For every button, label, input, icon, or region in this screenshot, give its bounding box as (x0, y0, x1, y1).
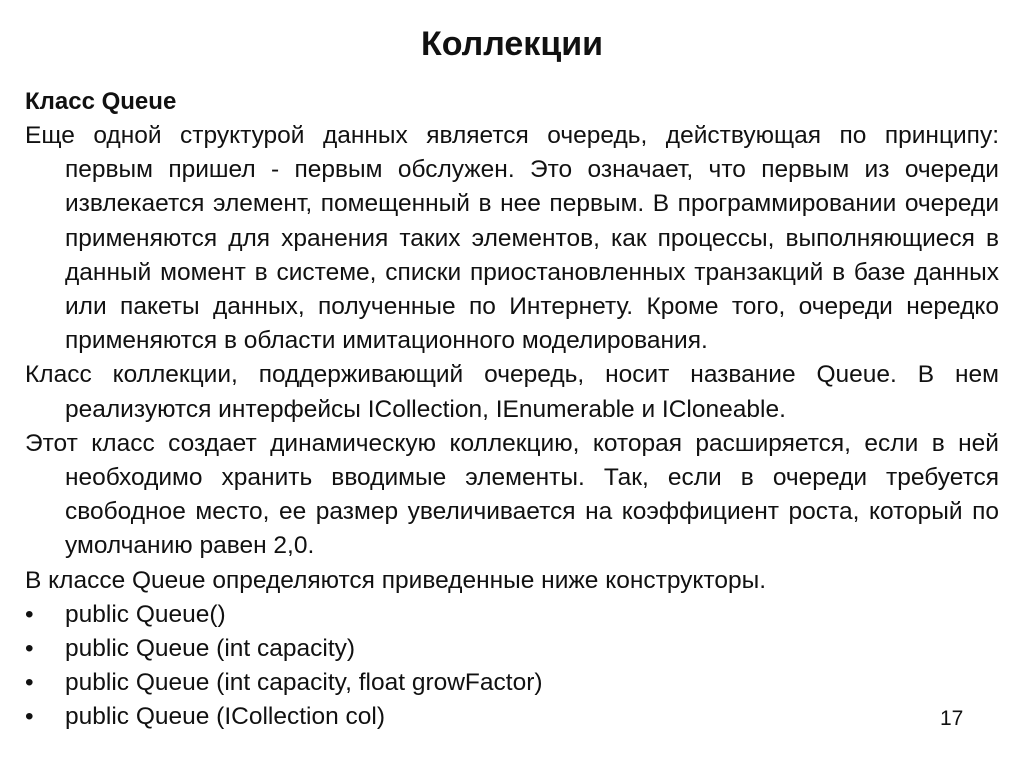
section-subtitle: Класс Queue (25, 88, 177, 115)
constructor-signature: public Queue() (65, 600, 226, 628)
paragraph-constructors-intro: В классе Queue определяются приведенные ниже конструкторы. (25, 566, 767, 594)
page-number: 17 (940, 707, 964, 730)
constructor-signature: public Queue (ICollection col) (65, 703, 386, 731)
constructor-signature: public Queue (int capacity) (65, 635, 356, 663)
bullet-icon: • (25, 669, 34, 697)
list-item (25, 700, 999, 734)
constructor-signature: public Queue (int capacity, float growFactor) (65, 669, 543, 697)
constructor-list (25, 598, 999, 735)
paragraph-queue-growth: Этот класс создает динамическую коллекцию, которая расширяется, если в ней необходимо хранить вводимые элементы. Так, если в очереди требуется свободное место, ее размер увеличивается на коэффициент роста, который по умолчанию равен 2,0. (25, 429, 999, 560)
slide-title: Коллекции (420, 25, 604, 63)
bullet-icon: • (25, 635, 34, 663)
list-item (25, 666, 999, 700)
slide-content (25, 85, 999, 735)
list-item (25, 632, 999, 666)
paragraph-queue-definition: Еще одной структурой данных является очередь, действующая по принципу: первым пришел - первым обслужен. Это означает, что первым из очереди извлекается элемент, помещенный в нее первым. В программировании очереди применяются для хранения таких элементов, как процессы, выполняющиеся в данный момент в системе, списки приостановленных транзакций в базе данных или пакеты данных, полученные по Интернету. Кроме того, очереди нередко применяются в области имитационного моделирования. (25, 122, 999, 355)
bullet-icon: • (25, 703, 34, 731)
paragraph-queue-interfaces: Класс коллекции, поддерживающий очередь, носит название Queue. В нем реализуются интерфейсы ICollection, IEnumerable и ICloneable. (25, 361, 999, 423)
list-item (25, 598, 999, 632)
bullet-icon: • (25, 600, 34, 628)
